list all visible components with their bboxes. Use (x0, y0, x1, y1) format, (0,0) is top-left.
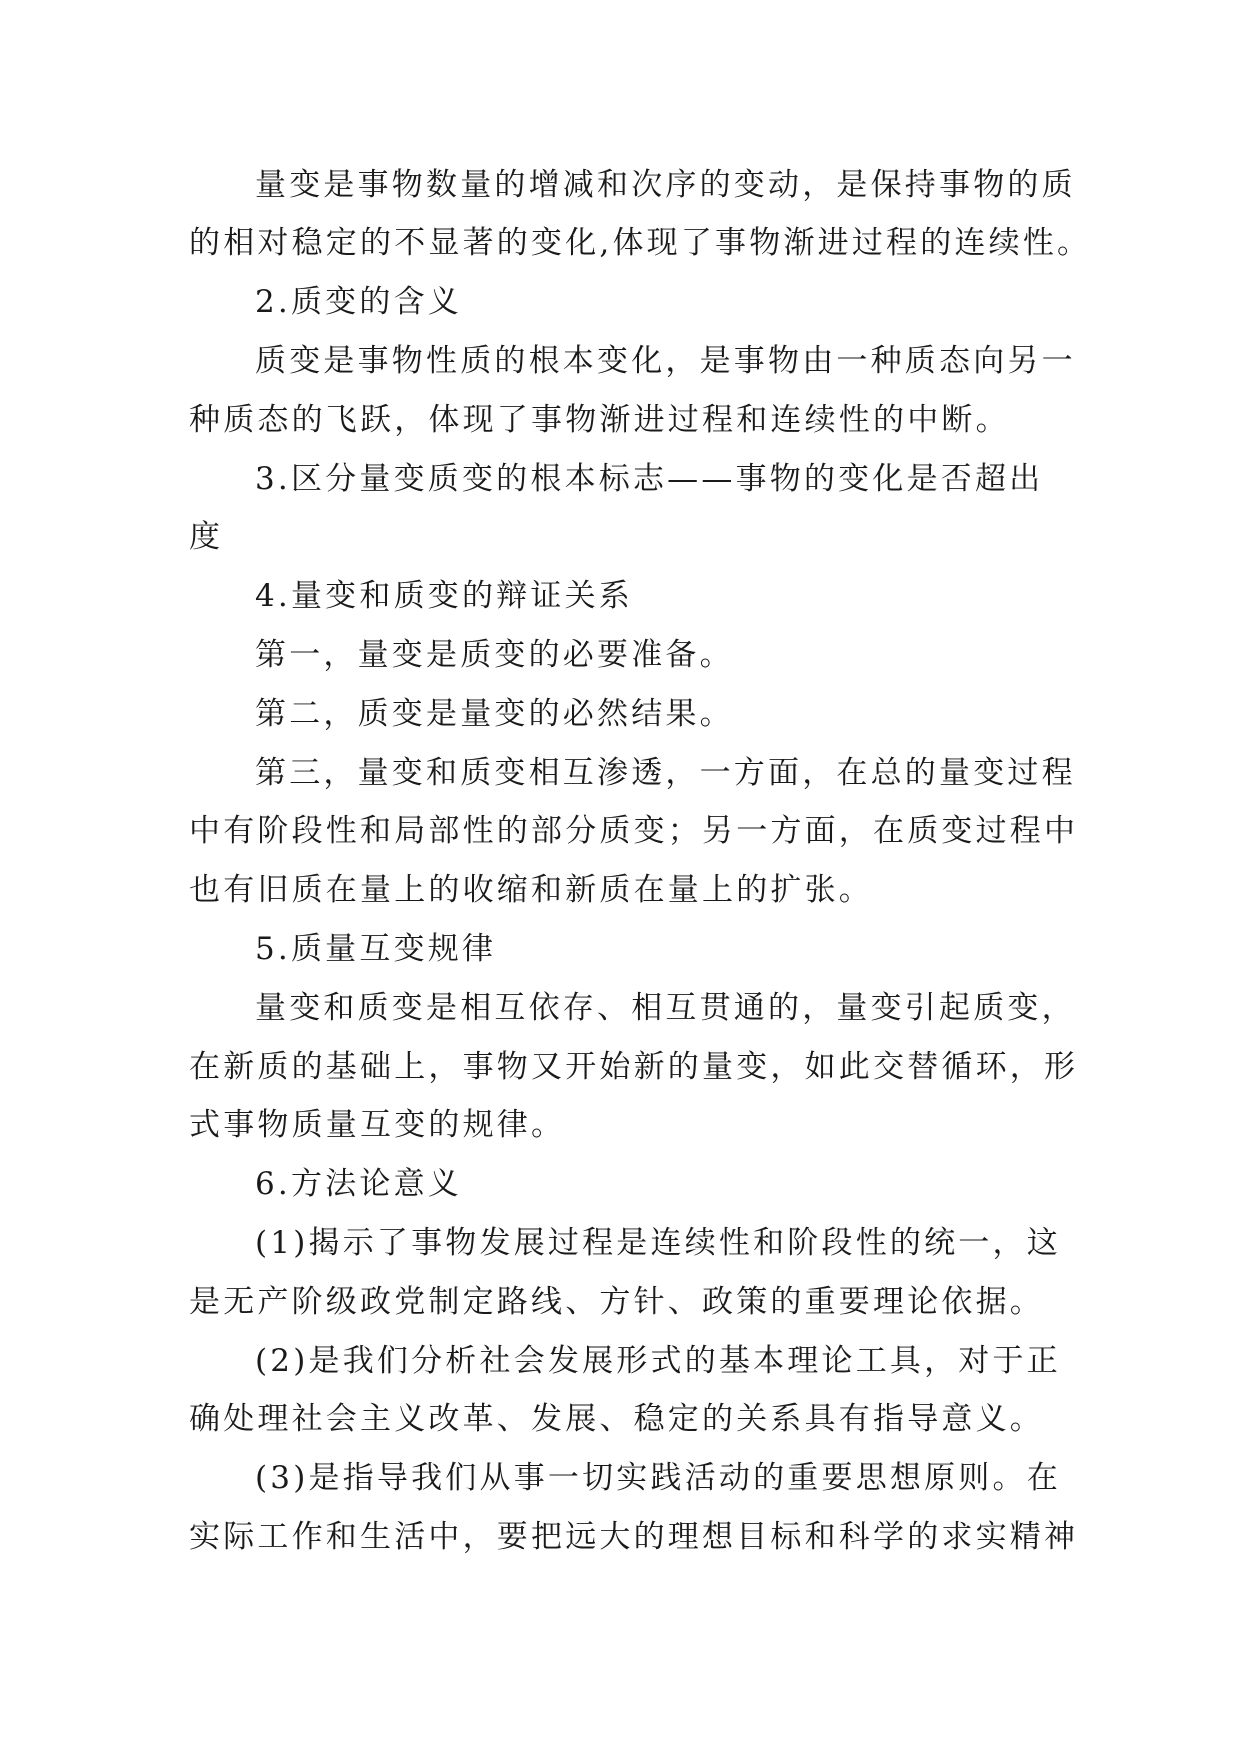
section-heading: 3.区分量变质变的根本标志——事物的变化是否超出 (255, 461, 1044, 497)
paragraph-line: 量变和质变是相互依存、相互贯通的，量变引起质变， (255, 990, 1076, 1026)
paragraph-line: 中有阶段性和局部性的部分质变；另一方面，在质变过程中 (189, 813, 1079, 849)
paragraph-line: 种质态的飞跃，体现了事物渐进过程和连续性的中断。 (189, 402, 1010, 438)
paragraph-line: (1)揭示了事物发展过程是连续性和阶段性的统一，这 (255, 1225, 1061, 1261)
paragraph-line: 量变是事物数量的增减和次序的变动，是保持事物的质 (255, 167, 1076, 203)
paragraph-line: 实际工作和生活中，要把远大的理想目标和科学的求实精神 (189, 1519, 1079, 1555)
section-heading: 度 (189, 519, 224, 555)
paragraph-line: 在新质的基础上，事物又开始新的量变，如此交替循环，形 (189, 1049, 1079, 1085)
paragraph-line: (2)是我们分析社会发展形式的基本理论工具，对于正 (255, 1343, 1061, 1379)
paragraph-line: 确处理社会主义改革、发展、稳定的关系具有指导意义。 (189, 1401, 1044, 1437)
section-heading: 5.质量互变规律 (255, 931, 497, 967)
paragraph-line: 第二，质变是量变的必然结果。 (255, 696, 734, 732)
section-heading: 2.质变的含义 (255, 284, 462, 320)
paragraph-line: 也有旧质在量上的收缩和新质在量上的扩张。 (189, 872, 873, 908)
paragraph-line: 式事物质量互变的规律。 (189, 1107, 566, 1143)
paragraph-line: 的相对稳定的不显著的变化,体现了事物渐进过程的连续性。 (189, 225, 1092, 261)
paragraph-line: 质变是事物性质的根本变化，是事物由一种质态向另一 (255, 343, 1076, 379)
paragraph-line: 第一，量变是质变的必要准备。 (255, 637, 734, 673)
section-heading: 4.量变和质变的辩证关系 (255, 578, 633, 614)
paragraph-line: 第三，量变和质变相互渗透，一方面，在总的量变过程 (255, 755, 1076, 791)
paragraph-line: (3)是指导我们从事一切实践活动的重要思想原则。在 (255, 1460, 1061, 1496)
paragraph-line: 是无产阶级政党制定路线、方针、政策的重要理论依据。 (189, 1284, 1044, 1320)
section-heading: 6.方法论意义 (255, 1166, 462, 1202)
